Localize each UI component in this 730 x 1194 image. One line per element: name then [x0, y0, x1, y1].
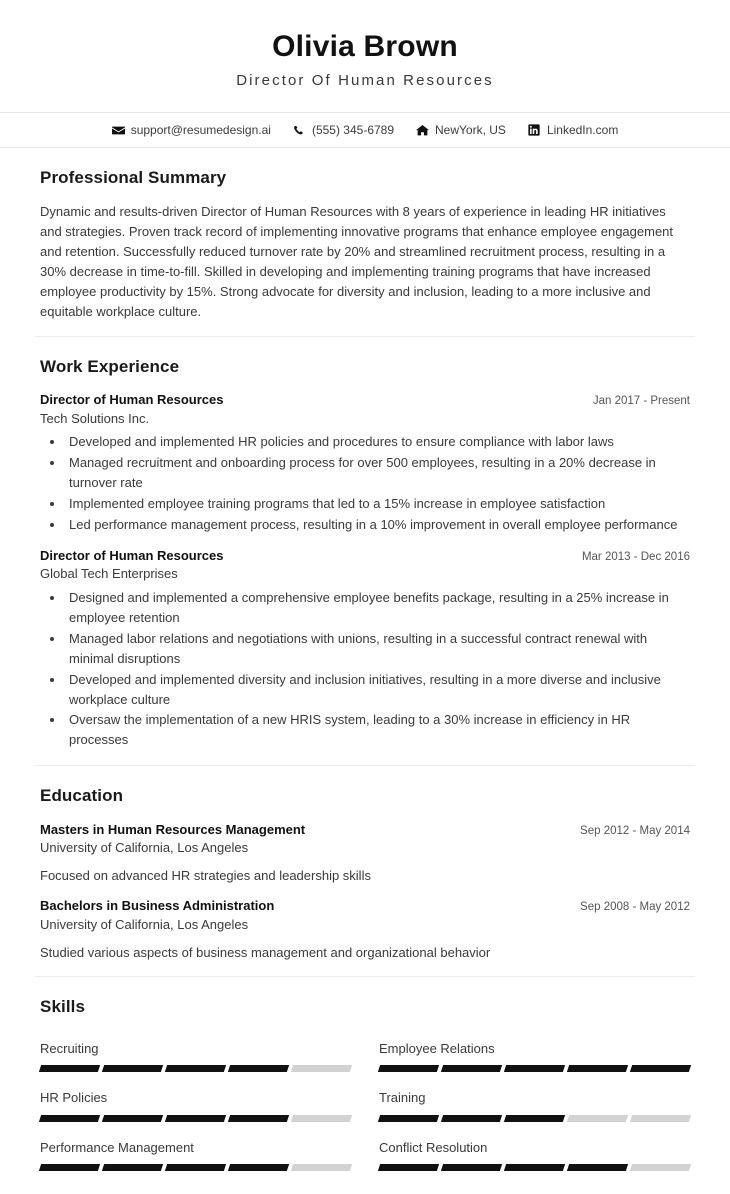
work-entry-date: Jan 2017 - Present	[592, 395, 690, 408]
education-entry	[40, 897, 690, 962]
home-icon	[416, 124, 429, 137]
work-bullet: • Implemented employee training programs that led to a 15% increase in employee satisfaction	[65, 494, 690, 514]
contact-linkedin[interactable]	[528, 123, 618, 137]
education-entry-degree: Masters in Human Resources Management	[40, 821, 306, 837]
work-entry-organization: Global Tech Enterprises	[40, 566, 178, 582]
skill-item	[379, 1081, 690, 1131]
skill-segment	[378, 1164, 439, 1171]
contact-phone[interactable]	[293, 123, 394, 137]
work-entry-head	[40, 547, 690, 566]
education-entry-date: Sep 2008 - May 2012	[580, 901, 690, 914]
skill-segment	[567, 1164, 628, 1171]
work-bullet: • Managed recruitment and onboarding process for over 500 employees, resulting in a 20% decrease in turnover rate	[65, 453, 690, 493]
skill-segment	[228, 1164, 289, 1171]
contact-phone-label: (555) 345-6789	[311, 123, 395, 137]
skill-level-bar	[40, 1115, 351, 1122]
section-title-work-experience: Work Experience	[40, 356, 180, 376]
contact-location-label: NewYork, US	[435, 123, 506, 137]
education-list	[40, 821, 690, 963]
skill-item	[40, 1131, 351, 1181]
work-entry-organization: Tech Solutions Inc.	[40, 410, 150, 426]
education-entry-head	[40, 897, 690, 916]
skill-segment	[630, 1065, 691, 1072]
skill-segment	[165, 1115, 226, 1122]
work-entry-bullets	[40, 588, 690, 750]
section-skills	[0, 977, 730, 1194]
work-bullet: • Managed labor relations and negotiations with unions, resulting in a successful contract renewal with minimal disruptions	[65, 629, 690, 669]
section-work-experience	[0, 337, 730, 765]
skill-name: Recruiting	[40, 1040, 99, 1056]
skill-segment	[504, 1065, 565, 1072]
section-title-skills: Skills	[40, 997, 86, 1017]
education-entry-school: University of California, Los Angeles	[40, 840, 249, 856]
skill-name: Employee Relations	[379, 1040, 495, 1056]
skill-segment	[567, 1065, 628, 1072]
work-entry-date: Mar 2013 - Dec 2016	[581, 550, 690, 563]
skill-segment	[228, 1115, 289, 1122]
skill-segment	[39, 1164, 100, 1171]
skills-grid	[40, 1032, 690, 1181]
skill-segment	[39, 1115, 100, 1122]
section-professional-summary	[0, 148, 730, 336]
phone-icon	[293, 124, 306, 137]
work-experience-entry	[40, 391, 690, 535]
skill-segment	[291, 1115, 352, 1122]
skill-level-bar	[379, 1065, 690, 1072]
contact-email-label: support@resumedesign.ai	[130, 123, 271, 137]
skill-level-bar	[379, 1115, 690, 1122]
skill-level-bar	[379, 1164, 690, 1171]
skill-name: Conflict Resolution	[379, 1139, 488, 1155]
skill-segment	[102, 1065, 163, 1072]
work-entry-head	[40, 391, 690, 410]
work-entry-role: Director of Human Resources	[40, 547, 224, 563]
envelope-icon	[112, 124, 125, 137]
skill-segment	[228, 1065, 289, 1072]
skill-segment	[567, 1115, 628, 1122]
work-experience-list	[40, 391, 690, 750]
resume-body	[0, 148, 730, 1194]
skill-segment	[441, 1065, 502, 1072]
candidate-name: Olivia Brown	[272, 30, 458, 63]
work-entry-bullets	[40, 432, 690, 534]
work-bullet: • Oversaw the implementation of a new HRIS system, leading to a 30% increase in efficiency in HR processes	[65, 710, 690, 750]
skill-segment	[504, 1115, 565, 1122]
skill-segment	[441, 1115, 502, 1122]
section-title-professional-summary: Professional Summary	[40, 168, 227, 187]
skill-segment	[102, 1164, 163, 1171]
skill-level-bar	[40, 1065, 351, 1072]
skill-segment	[630, 1115, 691, 1122]
skill-level-bar	[40, 1164, 351, 1171]
skill-segment	[378, 1115, 439, 1122]
skill-segment	[441, 1164, 502, 1171]
skill-item	[40, 1032, 351, 1082]
skill-item	[379, 1032, 690, 1082]
skill-segment	[378, 1065, 439, 1072]
contact-linkedin-label: LinkedIn.com	[546, 123, 619, 137]
skill-segment	[165, 1065, 226, 1072]
skill-segment	[39, 1065, 100, 1072]
skill-segment	[102, 1115, 163, 1122]
skill-item	[379, 1131, 690, 1181]
work-experience-entry	[40, 547, 690, 750]
skill-segment	[165, 1164, 226, 1171]
section-title-education: Education	[40, 786, 124, 806]
linkedin-icon	[528, 124, 541, 137]
section-education	[0, 766, 730, 976]
candidate-job-title: Director Of Human Resources	[236, 71, 494, 89]
education-entry-description: Focused on advanced HR strategies and leadership skills	[40, 867, 371, 883]
work-bullet: • Developed and implemented diversity and inclusion initiatives, resulting in a more diverse and inclusive workplace culture	[65, 670, 690, 710]
work-entry-role: Director of Human Resources	[40, 392, 224, 408]
education-entry-date: Sep 2012 - May 2014	[580, 824, 690, 837]
skill-segment	[291, 1164, 352, 1171]
skill-item	[40, 1081, 351, 1131]
education-entry	[40, 821, 690, 886]
contact-location[interactable]	[416, 123, 506, 137]
skill-name: Performance Management	[40, 1139, 194, 1155]
professional-summary-text: Dynamic and results-driven Director of Human Resources with 8 years of experience in leading HR initiatives and strategies. Proven track record of implementing innovative programs that enhance employee engagement and retention. Successfully reduced turnover rate by 20% and streamlined recruitment process, resulting in a 30% decrease in time-to-fill. Skilled in developing and implementing training programs that have increased employee productivity by 15%. Strong advocate for diversity and inclusion, leading to a more inclusive and equitable workplace culture.	[40, 204, 674, 319]
work-bullet: • Led performance management process, resulting in a 10% improvement in overall employee performance	[65, 515, 690, 535]
contact-email[interactable]	[112, 123, 271, 137]
work-bullet: • Designed and implemented a comprehensive employee benefits package, resulting in a 25% increase in employee retention	[65, 588, 690, 628]
education-entry-description: Studied various aspects of business management and organizational behavior	[40, 944, 491, 960]
education-entry-degree: Bachelors in Business Administration	[40, 898, 275, 914]
skill-segment	[504, 1164, 565, 1171]
resume-header	[0, 0, 730, 112]
skill-name: HR Policies	[40, 1090, 108, 1106]
education-entry-school: University of California, Los Angeles	[40, 916, 249, 932]
education-entry-head	[40, 821, 690, 840]
work-bullet: • Developed and implemented HR policies and procedures to ensure compliance with labor laws	[65, 432, 690, 452]
skill-segment	[630, 1164, 691, 1171]
skill-segment	[291, 1065, 352, 1072]
contact-bar	[0, 113, 730, 147]
skill-name: Training	[379, 1090, 426, 1106]
